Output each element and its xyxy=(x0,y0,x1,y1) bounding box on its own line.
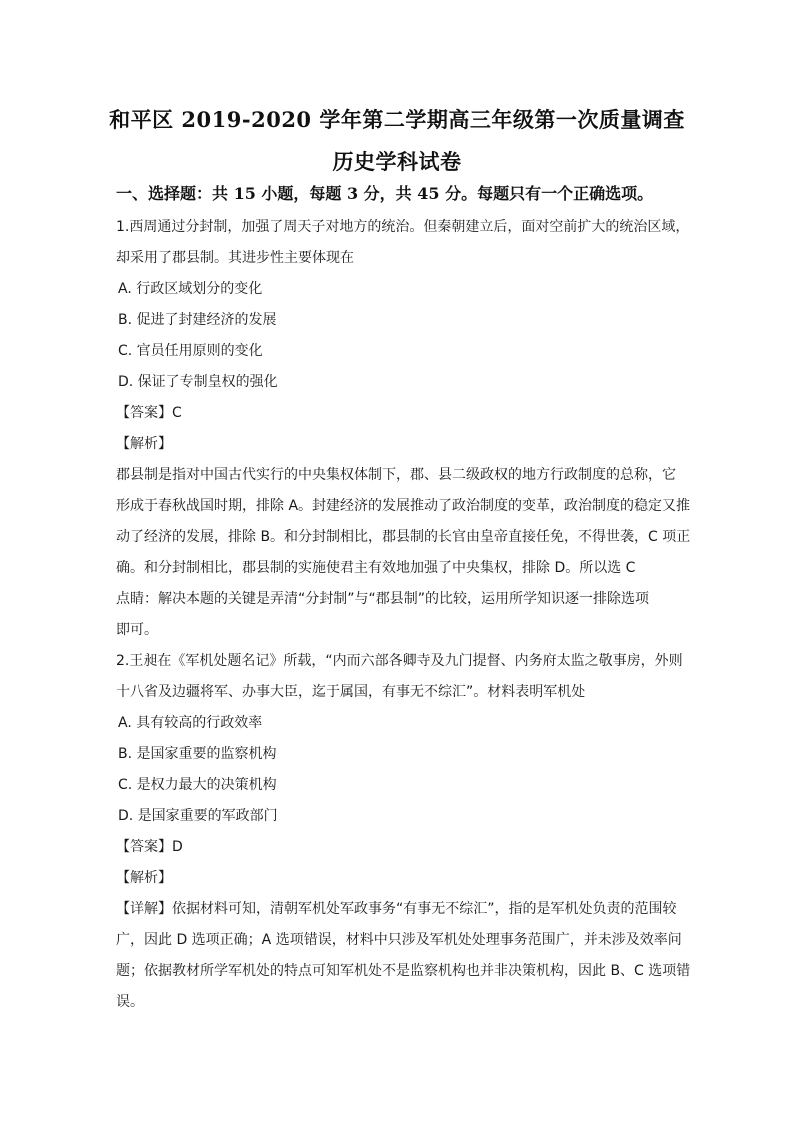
option-c: C. 是权力最大的决策机构 xyxy=(118,777,277,793)
question-stem-line: 1.西周通过分封制，加强了周天子对地方的统治。但秦朝建立后，面对空前扩大的统治区域， xyxy=(116,219,690,235)
analysis-line: 点睛：解决本题的关键是弄清“分封制”与“郡县制”的比较，运用所学知识逐一排除选项 xyxy=(116,591,650,607)
question-stem-line: 2.王昶在《军机处题名记》所载，“内而六部各卿寺及九门提督、内务府太监之敬事房，外则 xyxy=(116,653,683,669)
option-d: D. 是国家重要的军政部门 xyxy=(118,808,278,824)
answer-label: 【答案】C xyxy=(116,405,182,421)
analysis-line: 广，因此 D 选项正确；A 选项错误，材料中只涉及军机处处理事务范围广，并未涉及效率问 xyxy=(116,932,682,948)
analysis-line: 动了经济的发展，排除 B。和分封制相比，郡县制的长官由皇帝直接任免，不得世袭，C 项正 xyxy=(116,529,691,545)
answer-label: 【答案】D xyxy=(116,839,183,855)
option-d: D. 保证了专制皇权的强化 xyxy=(118,374,278,390)
option-a: A. 行政区域划分的变化 xyxy=(118,281,263,297)
option-a: A. 具有较高的行政效率 xyxy=(118,715,263,731)
option-b: B. 促进了封建经济的发展 xyxy=(118,312,277,328)
option-c: C. 官员任用原则的变化 xyxy=(118,343,263,359)
analysis-line: 形成于春秋战国时期，排除 A。封建经济的发展推动了政治制度的变革，政治制度的稳定又推 xyxy=(116,498,691,514)
analysis-line: 即可。 xyxy=(116,622,158,638)
document-subtitle: 历史学科试卷 xyxy=(332,149,462,174)
analysis-label: 【解析】 xyxy=(116,870,172,886)
analysis-line: 郡县制是指对中国古代实行的中央集权体制下，郡、县二级政权的地方行政制度的总称，它 xyxy=(116,467,676,483)
analysis-line: 误。 xyxy=(116,994,144,1010)
question-stem-line: 十八省及边疆将军、办事大臣，迄于属国，有事无不综汇”。材料表明军机处 xyxy=(116,684,586,700)
analysis-line: 题；依据教材所学军机处的特点可知军机处不是监察机构也并非决策机构，因此 B、C 选项错 xyxy=(116,963,691,979)
question-stem-line: 却采用了郡县制。其进步性主要体现在 xyxy=(116,250,354,266)
questions-body xyxy=(116,212,696,1018)
analysis-line: 确。和分封制相比，郡县制的实施使君主有效地加强了中央集权，排除 D。所以选 C xyxy=(116,560,636,576)
analysis-label: 【解析】 xyxy=(116,436,172,452)
option-b: B. 是国家重要的监察机构 xyxy=(118,746,277,762)
question-2 xyxy=(116,646,696,1018)
question-1 xyxy=(116,212,696,646)
section-heading: 一、选择题：共 15 小题，每题 3 分，共 45 分。每题只有一个正确选项。 xyxy=(116,184,654,203)
analysis-line: 【详解】依据材料可知，清朝军机处军政事务“有事无不综汇”，指的是军机处负责的范围较 xyxy=(116,901,677,917)
document-title: 和平区 2019-2020 学年第二学期高三年级第一次质量调查 xyxy=(109,107,685,132)
